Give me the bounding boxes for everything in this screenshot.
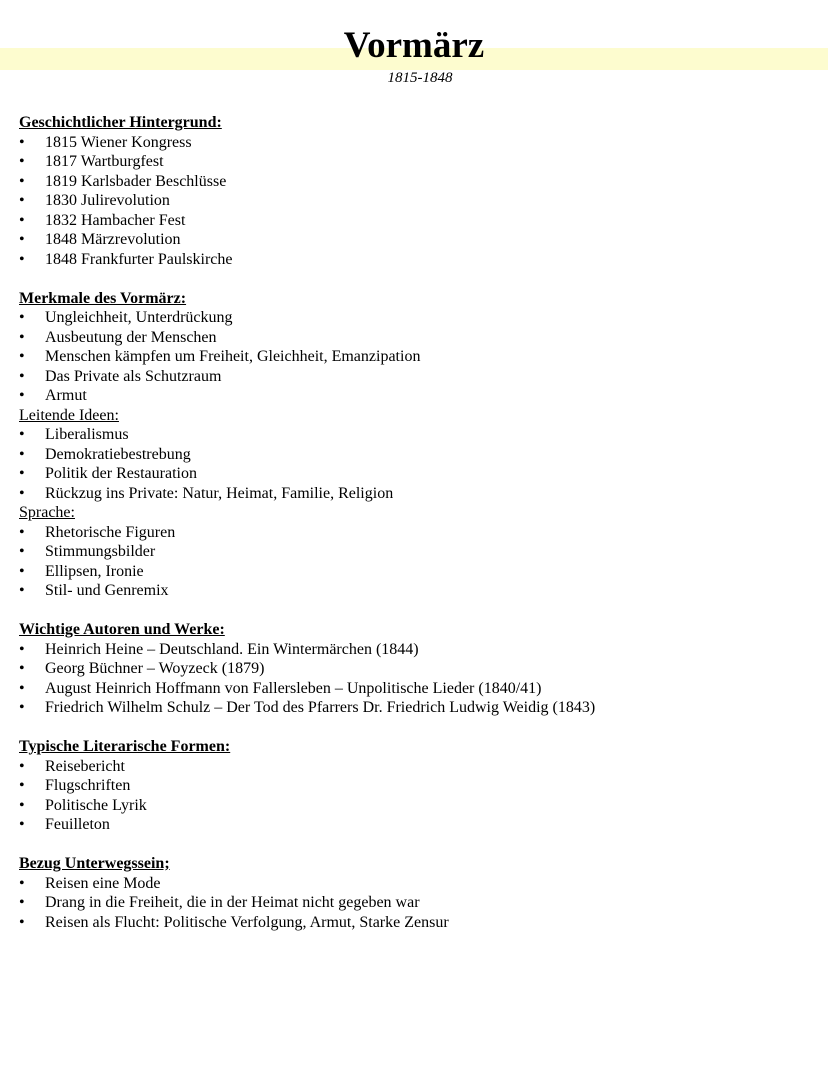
list-item xyxy=(19,562,819,582)
list-item xyxy=(19,367,819,387)
section-ideen xyxy=(19,406,819,504)
bullet-icon: • xyxy=(19,660,25,677)
list-item xyxy=(19,913,819,933)
bullet-icon: • xyxy=(19,543,25,560)
bullet-icon: • xyxy=(19,582,25,599)
bullet-icon: • xyxy=(19,153,25,170)
list-item-text: 1848 Frankfurter Paulskirche xyxy=(45,250,233,268)
list-item-text: Demokratiebestrebung xyxy=(45,445,191,463)
list-item-text: 1848 Märzrevolution xyxy=(45,231,181,248)
bullet-list xyxy=(19,308,819,406)
list-item-text: 1817 Wartburgfest xyxy=(45,153,164,170)
bullet-icon: • xyxy=(19,192,25,209)
list-item-text: Heinrich Heine – Deutschland. Ein Wintermärchen (1844) xyxy=(45,640,419,658)
bullet-icon: • xyxy=(19,328,25,346)
list-item xyxy=(19,581,819,601)
bullet-list xyxy=(19,874,819,933)
list-item-text: Ungleichheit, Unterdrückung xyxy=(45,309,233,326)
list-item-text: 1819 Karlsbader Beschlüsse xyxy=(45,172,227,190)
list-item xyxy=(19,211,819,231)
list-item-text: Stil- und Genremix xyxy=(45,582,169,599)
list-item-text: Ausbeutung der Menschen xyxy=(45,328,217,346)
section-merkmale xyxy=(19,289,819,406)
bullet-icon: • xyxy=(19,309,25,326)
list-item xyxy=(19,640,819,660)
list-item-text: Politische Lyrik xyxy=(45,796,147,814)
list-item-text: Ellipsen, Ironie xyxy=(45,562,144,580)
list-item-text: Das Private als Schutzraum xyxy=(45,367,222,385)
list-item xyxy=(19,698,819,718)
bullet-icon: • xyxy=(19,484,25,502)
page-title: Vormärz xyxy=(343,25,485,66)
bullet-icon: • xyxy=(19,465,25,482)
bullet-list xyxy=(19,425,819,503)
bullet-icon: • xyxy=(19,445,25,463)
list-item xyxy=(19,308,819,328)
list-item xyxy=(19,484,819,504)
bullet-icon: • xyxy=(19,913,25,931)
list-item-text: Reisebericht xyxy=(45,757,125,775)
bullet-icon: • xyxy=(19,640,25,658)
bullet-icon: • xyxy=(19,679,25,697)
list-item-text: August Heinrich Hoffmann von Fallersleben – Unpolitische Lieder (1840/41) xyxy=(45,679,542,697)
section-heading: Typische Literarische Formen: xyxy=(19,738,231,755)
list-item xyxy=(19,386,819,406)
bullet-icon: • xyxy=(19,777,25,794)
list-item-text: Rhetorische Figuren xyxy=(45,523,176,541)
bullet-icon: • xyxy=(19,231,25,248)
list-item xyxy=(19,542,819,562)
bullet-icon: • xyxy=(19,757,25,775)
bullet-list xyxy=(19,757,819,835)
bullet-icon: • xyxy=(19,250,25,268)
list-item xyxy=(19,776,819,796)
bullet-list xyxy=(19,133,819,270)
list-item-text: 1815 Wiener Kongress xyxy=(45,133,192,151)
list-item xyxy=(19,230,819,250)
list-item-text: Reisen als Flucht: Politische Verfolgung, Armut, Starke Zensur xyxy=(45,913,449,931)
bullet-icon: • xyxy=(19,894,25,911)
section-hintergrund xyxy=(19,113,819,269)
list-item-text: Menschen kämpfen um Freiheit, Gleichheit, Emanzipation xyxy=(45,348,421,365)
list-item xyxy=(19,347,819,367)
bullet-list xyxy=(19,523,819,601)
section-heading: Wichtige Autoren und Werke: xyxy=(19,621,225,638)
list-item-text: Armut xyxy=(45,387,87,404)
bullet-icon: • xyxy=(19,348,25,365)
list-item-text: Georg Büchner – Woyzeck (1879) xyxy=(45,660,265,677)
bullet-icon: • xyxy=(19,172,25,190)
section-heading: Bezug Unterwegssein; xyxy=(19,855,170,872)
list-item xyxy=(19,425,819,445)
sub-heading: Sprache: xyxy=(19,504,75,521)
list-item xyxy=(19,679,819,699)
list-item xyxy=(19,191,819,211)
list-item-text: Flugschriften xyxy=(45,777,131,794)
bullet-icon: • xyxy=(19,874,25,892)
list-item-text: Friedrich Wilhelm Schulz – Der Tod des Pfarrers Dr. Friedrich Ludwig Weidig (1843) xyxy=(45,699,596,716)
bullet-icon: • xyxy=(19,523,25,541)
list-item-text: Feuilleton xyxy=(45,816,110,833)
list-item xyxy=(19,152,819,172)
section-autoren xyxy=(19,620,819,718)
section-heading: Geschichtlicher Hintergrund: xyxy=(19,114,222,131)
list-item-text: Politik der Restauration xyxy=(45,465,197,482)
section-formen xyxy=(19,737,819,835)
list-item xyxy=(19,445,819,465)
list-item-text: Liberalismus xyxy=(45,426,129,443)
list-item xyxy=(19,172,819,192)
list-item xyxy=(19,464,819,484)
bullet-icon: • xyxy=(19,816,25,833)
section-sprache xyxy=(19,503,819,601)
bullet-icon: • xyxy=(19,387,25,404)
list-item-text: Drang in die Freiheit, die in der Heimat nicht gegeben war xyxy=(45,894,420,911)
sub-heading: Leitende Ideen: xyxy=(19,406,119,424)
list-item-text: 1832 Hambacher Fest xyxy=(45,211,186,229)
bullet-icon: • xyxy=(19,211,25,229)
page-subtitle: 1815-1848 xyxy=(387,70,453,86)
bullet-icon: • xyxy=(19,367,25,385)
list-item xyxy=(19,874,819,894)
bullet-icon: • xyxy=(19,796,25,814)
list-item xyxy=(19,523,819,543)
list-item-text: Stimmungsbilder xyxy=(45,543,156,560)
list-item xyxy=(19,133,819,153)
list-item xyxy=(19,328,819,348)
list-item-text: Rückzug ins Private: Natur, Heimat, Familie, Religion xyxy=(45,484,394,502)
document-body xyxy=(19,113,819,932)
list-item xyxy=(19,757,819,777)
bullet-icon: • xyxy=(19,699,25,716)
list-item xyxy=(19,815,819,835)
list-item xyxy=(19,893,819,913)
bullet-list xyxy=(19,640,819,718)
section-bezug xyxy=(19,854,819,932)
list-item-text: Reisen eine Mode xyxy=(45,874,161,892)
list-item xyxy=(19,250,819,270)
list-item xyxy=(19,659,819,679)
section-heading: Merkmale des Vormärz: xyxy=(19,289,187,307)
list-item-text: 1830 Julirevolution xyxy=(45,192,170,209)
bullet-icon: • xyxy=(19,562,25,580)
bullet-icon: • xyxy=(19,426,25,443)
bullet-icon: • xyxy=(19,133,25,151)
list-item xyxy=(19,796,819,816)
